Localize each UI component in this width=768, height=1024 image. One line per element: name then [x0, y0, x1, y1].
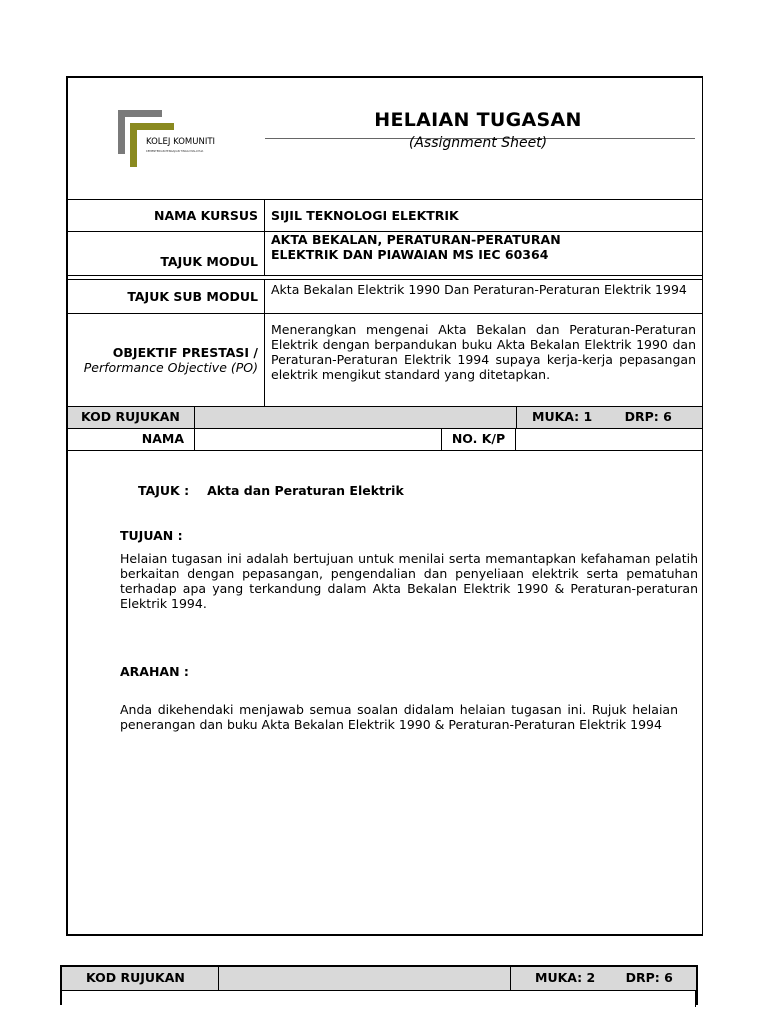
- page-subtitle: (Assignment Sheet): [408, 135, 548, 151]
- assignment-sheet: [66, 76, 703, 936]
- page2-ref-bar: [60, 965, 698, 1005]
- tajuk-modul-label: TAJUK MODUL: [68, 232, 265, 275]
- tajuk-sub-modul-value: Akta Bekalan Elektrik 1990 Dan Peraturan-Peraturan Elektrik 1994: [271, 282, 687, 297]
- nama-label: NAMA: [68, 429, 195, 450]
- page2-kod-bar: [62, 967, 696, 991]
- tajuk-line: [138, 483, 716, 498]
- tajuk-sub-modul-row: [68, 280, 702, 314]
- sheet-header: [68, 78, 702, 200]
- objektif-label-en: Performance Objective (PO): [83, 360, 258, 375]
- kod-rujukan-bar: [68, 407, 702, 429]
- tajuk-modul-row: [68, 232, 702, 276]
- objektif-row: [68, 314, 702, 407]
- tajuk-sub-modul-label: TAJUK SUB MODUL: [68, 280, 265, 313]
- nama-row: [68, 429, 702, 451]
- tajuk-modul-line2: ELEKTRIK DAN PIAWAIAN MS IEC 60364: [271, 247, 549, 262]
- kolej-komuniti-logo: [118, 110, 228, 170]
- drp-label: DRP: 6: [624, 409, 672, 424]
- tujuan-text: Helaian tugasan ini adalah bertujuan untuk menilai serta memantapkan kefahaman pelatih berkaitan dengan pepasangan, pengendalian dan penyeliaan elektrik serta pematuhan terhadap apa yang terkandung dalam Akta Bekalan Elektrik 1990 & Peraturan-peraturan Elektrik 1994.: [120, 551, 698, 611]
- nama-kursus-value: SIJIL TEKNOLOGI ELEKTRIK: [271, 208, 459, 223]
- logo-text: KOLEJ KOMUNITI: [146, 137, 216, 147]
- arahan-text: Anda dikehendaki menjawab semua soalan didalam helaian tugasan ini. Rujuk helaian penerangan dan buku Akta Bekalan Elektrik 1990 & Peraturan-Peraturan Elektrik 1994: [120, 702, 678, 732]
- kod-rujukan-label: KOD RUJUKAN: [68, 407, 195, 428]
- tajuk-value: Akta dan Peraturan Elektrik: [207, 483, 404, 498]
- objektif-label: OBJEKTIF PRESTASI /: [112, 345, 258, 360]
- no-kp-label: NO. K/P: [441, 429, 516, 450]
- page2-drp-label: DRP: 6: [625, 970, 673, 985]
- nama-kursus-row: [68, 200, 702, 232]
- objektif-label-cell: [68, 314, 265, 406]
- page2-next-row: [62, 991, 696, 1007]
- page2-kod-rujukan-label: KOD RUJUKAN: [62, 967, 219, 990]
- page-title: HELAIAN TUGASAN: [374, 109, 582, 131]
- nama-kursus-label: NAMA KURSUS: [68, 200, 265, 231]
- tajuk-label: TAJUK :: [138, 483, 190, 498]
- page2-muka-drp-cell: [510, 967, 696, 990]
- muka-label: MUKA: 1: [532, 409, 593, 424]
- objektif-value: Menerangkan mengenai Akta Bekalan dan Peraturan-Peraturan Elektrik dengan berpandukan buku Akta Bekalan Elektrik 1990 dan Peraturan-Peraturan Elektrik 1994 supaya kerja-kerja pepasangan elektrik mengikut standard yang ditetapkan.: [271, 322, 696, 382]
- logo-subtext: KEMENTERIAN PENGAJIAN TINGGI MALAYSIA: [146, 150, 204, 153]
- tajuk-modul-value: [265, 232, 702, 275]
- tajuk-modul-line1: AKTA BEKALAN, PERATURAN-PERATURAN: [271, 232, 561, 247]
- muka-drp-cell: [516, 407, 702, 428]
- arahan-label: ARAHAN :: [120, 664, 189, 679]
- page2-muka-label: MUKA: 2: [535, 970, 596, 985]
- tujuan-label: TUJUAN :: [120, 528, 183, 543]
